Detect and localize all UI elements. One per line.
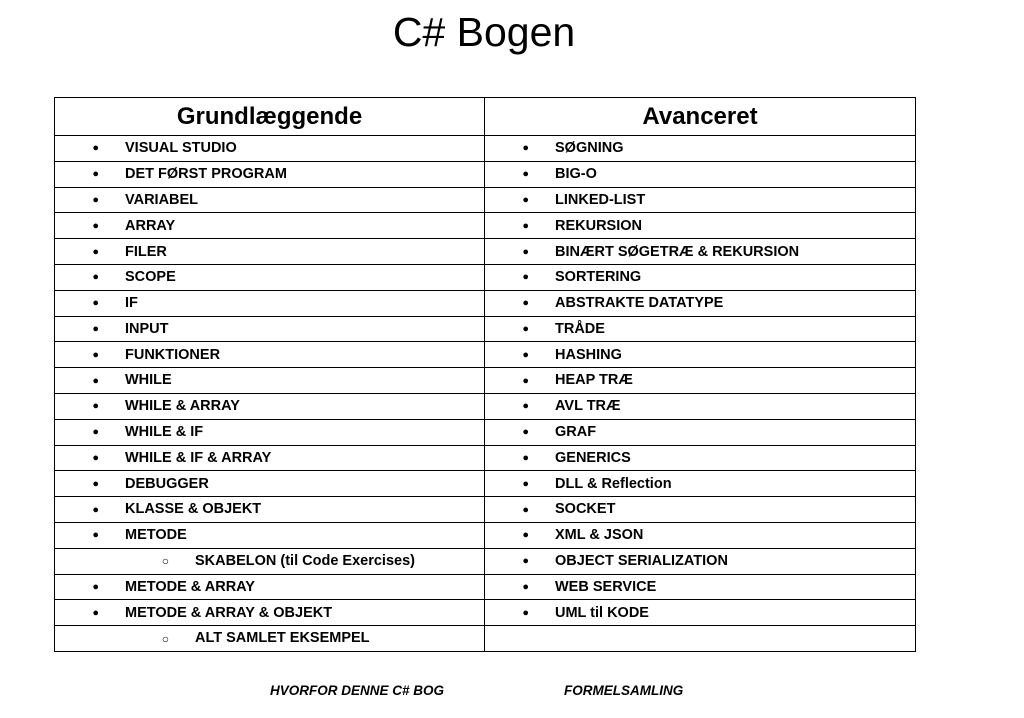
bullet-icon: ● — [522, 374, 529, 387]
bullet-icon: ● — [92, 581, 99, 594]
basic-topic-link[interactable]: SKABELON (til Code Exercises) — [195, 553, 415, 570]
basic-topic-link[interactable]: WHILE & IF & ARRAY — [125, 450, 272, 467]
advanced-topic-link[interactable]: REKURSION — [555, 217, 643, 234]
basic-topic-link[interactable]: METODE & ARRAY — [125, 579, 255, 596]
basic-topic-cell — [55, 626, 485, 652]
advanced-topic-link[interactable]: HEAP TRÆ — [555, 372, 633, 389]
advanced-topic-cell — [485, 264, 916, 290]
bullet-icon: ● — [522, 529, 529, 542]
basic-topic-cell — [55, 471, 485, 497]
basic-topic-link[interactable]: DEBUGGER — [125, 475, 209, 492]
advanced-topic-cell — [485, 445, 916, 471]
basic-topic-cell — [55, 136, 485, 162]
bullet-icon: ● — [522, 323, 529, 336]
basic-topic-cell — [55, 264, 485, 290]
advanced-topic-link[interactable]: LINKED-LIST — [555, 192, 646, 209]
bullet-icon: ● — [522, 245, 529, 258]
column-header-advanced: Avanceret — [485, 98, 916, 136]
bullet-icon: ● — [92, 477, 99, 490]
advanced-topic-link[interactable]: SØGNING — [555, 140, 624, 157]
table-row — [55, 187, 916, 213]
advanced-topic-cell — [485, 342, 916, 368]
table-header-row — [55, 98, 916, 136]
advanced-topic-cell — [485, 213, 916, 239]
basic-topic-cell — [55, 239, 485, 265]
bullet-icon: ● — [522, 142, 529, 155]
basic-topic-cell — [55, 316, 485, 342]
advanced-topic-link[interactable]: SOCKET — [555, 501, 616, 518]
bullet-icon: ● — [522, 271, 529, 284]
table-row — [55, 264, 916, 290]
advanced-topic-link[interactable]: BIG-O — [555, 166, 597, 183]
bullet-icon: ● — [522, 477, 529, 490]
bullet-icon: ● — [522, 219, 529, 232]
advanced-topic-cell — [485, 548, 916, 574]
table-row — [55, 419, 916, 445]
topics-table — [54, 97, 916, 652]
bullet-icon: ● — [92, 400, 99, 413]
bullet-icon: ● — [92, 271, 99, 284]
advanced-topic-link[interactable]: SORTERING — [555, 269, 642, 286]
bullet-icon: ● — [522, 606, 529, 619]
basic-topic-link[interactable]: DET FØRST PROGRAM — [125, 166, 287, 183]
bullet-icon: ● — [92, 194, 99, 207]
basic-topic-cell — [55, 393, 485, 419]
basic-topic-cell — [55, 342, 485, 368]
bullet-icon: ● — [92, 142, 99, 155]
bullet-icon: ● — [522, 400, 529, 413]
bullet-icon: ● — [92, 606, 99, 619]
table-row — [55, 342, 916, 368]
advanced-topic-cell — [485, 522, 916, 548]
bullet-icon: ● — [522, 168, 529, 181]
basic-topic-link[interactable]: VARIABEL — [125, 192, 199, 209]
bullet-icon: ● — [522, 297, 529, 310]
table-row — [55, 316, 916, 342]
advanced-topic-link[interactable]: WEB SERVICE — [555, 579, 657, 596]
advanced-topic-cell — [485, 187, 916, 213]
advanced-topic-cell — [485, 316, 916, 342]
bullet-icon: ● — [522, 503, 529, 516]
advanced-topic-cell — [485, 393, 916, 419]
basic-topic-link[interactable]: VISUAL STUDIO — [125, 140, 237, 157]
advanced-topic-link[interactable]: UML til KODE — [555, 604, 649, 621]
bullet-icon: ● — [92, 297, 99, 310]
bullet-icon: ● — [522, 426, 529, 439]
basic-topic-cell — [55, 187, 485, 213]
table-row — [55, 497, 916, 523]
advanced-topic-link[interactable]: GRAF — [555, 424, 597, 441]
bullet-icon: ● — [522, 452, 529, 465]
basic-topic-link[interactable]: FILER — [125, 243, 167, 260]
basic-topic-link[interactable]: KLASSE & OBJEKT — [125, 501, 262, 518]
bullet-icon: ● — [92, 168, 99, 181]
advanced-topic-link[interactable]: HASHING — [555, 346, 622, 363]
bullet-icon: ● — [522, 581, 529, 594]
advanced-topic-link[interactable]: BINÆRT SØGETRÆ & REKURSION — [555, 243, 800, 260]
basic-topic-cell — [55, 161, 485, 187]
basic-topic-cell — [55, 445, 485, 471]
basic-topic-cell — [55, 548, 485, 574]
basic-topic-link[interactable]: WHILE & IF — [125, 424, 204, 441]
advanced-topic-link[interactable]: GENERICS — [555, 450, 631, 467]
basic-topic-cell — [55, 419, 485, 445]
advanced-topic-cell — [485, 497, 916, 523]
basic-topic-link[interactable]: METODE — [125, 527, 187, 544]
basic-topic-link[interactable]: INPUT — [125, 321, 169, 338]
advanced-topic-link[interactable]: ABSTRAKTE DATATYPE — [555, 295, 724, 312]
advanced-topic-cell — [485, 600, 916, 626]
advanced-topic-link[interactable]: TRÅDE — [555, 321, 605, 338]
advanced-topic-cell — [485, 239, 916, 265]
bullet-icon: ● — [522, 555, 529, 568]
basic-topic-link[interactable]: ARRAY — [125, 217, 176, 234]
table-row — [55, 548, 916, 574]
table-row — [55, 471, 916, 497]
table-row — [55, 445, 916, 471]
advanced-topic-cell — [485, 161, 916, 187]
topic-rows — [55, 136, 916, 652]
advanced-topic-link[interactable]: DLL & Reflection — [555, 475, 672, 492]
bullet-icon: ● — [92, 245, 99, 258]
basic-topic-cell — [55, 600, 485, 626]
advanced-topic-cell — [485, 290, 916, 316]
basic-topic-cell — [55, 522, 485, 548]
why-this-book-link[interactable]: HVORFOR DENNE C# BOG — [270, 683, 445, 698]
advanced-topic-cell — [485, 626, 916, 652]
bullet-icon: ● — [92, 452, 99, 465]
bullet-icon: ● — [92, 348, 99, 361]
bullet-icon: ● — [92, 374, 99, 387]
advanced-topic-cell — [485, 368, 916, 394]
basic-topic-link[interactable]: IF — [125, 295, 138, 312]
table-row — [55, 368, 916, 394]
basic-topic-link[interactable]: METODE & ARRAY & OBJEKT — [125, 604, 333, 621]
table-row — [55, 626, 916, 652]
table-row — [55, 239, 916, 265]
bullet-icon: ● — [92, 219, 99, 232]
table-row — [55, 161, 916, 187]
table-row — [55, 574, 916, 600]
basic-topic-cell — [55, 213, 485, 239]
table-row — [55, 213, 916, 239]
advanced-topic-cell — [485, 419, 916, 445]
formula-collection-link[interactable]: FORMELSAMLING — [564, 683, 684, 698]
basic-topic-link[interactable]: SCOPE — [125, 269, 176, 286]
basic-topic-cell — [55, 574, 485, 600]
basic-topic-cell — [55, 368, 485, 394]
basic-topic-cell — [55, 497, 485, 523]
hollow-bullet-icon: ○ — [161, 554, 169, 569]
bullet-icon: ● — [92, 529, 99, 542]
advanced-topic-cell — [485, 136, 916, 162]
basic-topic-link[interactable]: FUNKTIONER — [125, 346, 221, 363]
table-row — [55, 393, 916, 419]
table-row — [55, 600, 916, 626]
hollow-bullet-icon: ○ — [161, 631, 169, 646]
advanced-topic-link[interactable]: AVL TRÆ — [555, 398, 621, 415]
basic-topic-link[interactable]: ALT SAMLET EKSEMPEL — [195, 630, 370, 647]
bullet-icon: ● — [92, 323, 99, 336]
advanced-topic-cell — [485, 471, 916, 497]
column-header-basic: Grundlæggende — [55, 98, 485, 136]
bullet-icon: ● — [92, 426, 99, 439]
basic-topic-link[interactable]: WHILE & ARRAY — [125, 398, 240, 415]
advanced-topic-link[interactable]: XML & JSON — [555, 527, 644, 544]
basic-topic-link[interactable]: WHILE — [125, 372, 172, 389]
bullet-icon: ● — [522, 348, 529, 361]
table-row — [55, 136, 916, 162]
table-row — [55, 522, 916, 548]
bullet-icon: ● — [92, 503, 99, 516]
advanced-topic-link[interactable]: OBJECT SERIALIZATION — [555, 553, 728, 570]
table-row — [55, 290, 916, 316]
page-title: C# Bogen — [392, 9, 576, 55]
bullet-icon: ● — [522, 194, 529, 207]
advanced-topic-cell — [485, 574, 916, 600]
basic-topic-cell — [55, 290, 485, 316]
